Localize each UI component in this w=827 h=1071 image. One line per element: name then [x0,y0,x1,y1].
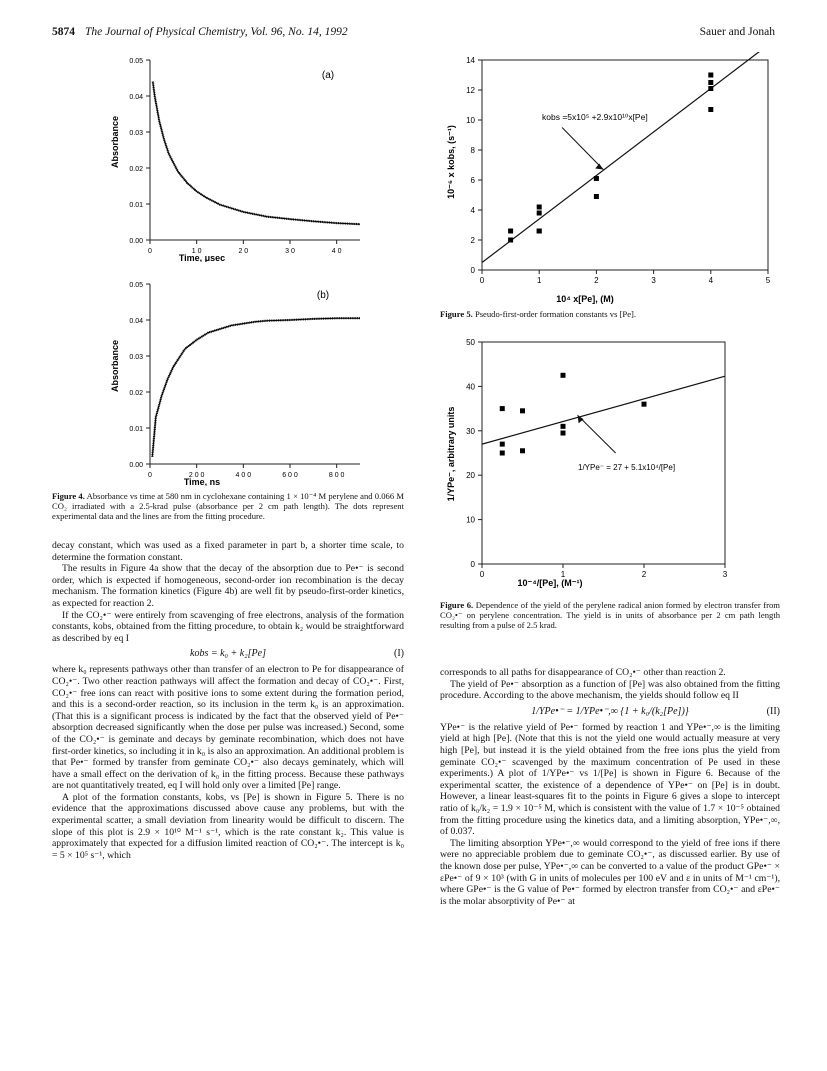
right-column-text [440,667,780,907]
figure-4b-chart [108,276,370,486]
paragraph: decay constant, which was used as a fixed parameter in part b, a shorter time scale, to determine the formation constant. [52,540,404,563]
x-axis-label: 10⁻⁴/[Pe], (M⁻¹) [517,578,583,588]
data-point [642,402,647,407]
data-point [708,107,713,112]
page-number: 5874 [52,26,75,38]
data-point [594,176,599,181]
fit-line [482,376,725,444]
figure-4-caption-text: Absorbance vs time at 580 nm in cyclohexane containing 1 × 10⁻⁴ M perylene and 0.066 M CO₂ irradiated with a 2.5-krad pulse (absorbance per 2 cm path length). The dots represent experimental data and the lines are from the fitting procedure. [52,491,404,522]
paragraph: A plot of the formation constants, kobs, vs [Pe] is shown in Figure 5. There is no evidence that the approximations discussed above cause any problems, but with the experimental scatter, a small deviation from linearity would be difficult to discern. The slope of this plot is 2.9 × 10¹⁰ M⁻¹ s⁻¹, which is the rate constant k₂. This value is approximately that expected for a diffusion limited reaction of CO₂•⁻. The intercept is k₀ = 5 × 10⁵ s⁻¹, which [52,791,404,861]
y-tick-label: 0.01 [129,202,143,209]
x-tick-label: 3 0 [285,248,295,255]
fit-line [152,318,360,457]
data-point [537,229,542,234]
figure-6-caption-text: Dependence of the yield of the perylene radical anion formed by electron transfer from CO₂•⁻ on perylene concentration. The yield is in units of absorbance per 2 cm path length resulting from a pulse of 2.5 krad. [440,600,780,631]
paragraph: If the CO₂•⁻ were entirely from scavenging of free electrons, analysis of the formation constants, kobs, obtained from the fitting procedure, to obtain k₂ would be straightforward as described by eq I [52,609,404,644]
figure-4-label: Figure 4. [52,491,85,501]
x-tick-label: 3 [651,276,656,285]
y-tick-label: 0 [470,266,475,275]
figure-5-caption-text: Pseudo-first-order formation constants vs [Pe]. [474,309,637,319]
data-point [500,406,505,411]
data-point [594,194,599,199]
x-tick-label: 0 [479,276,485,285]
data-trace [153,82,360,225]
x-tick-label: 6 0 0 [282,472,298,479]
y-axis-label: Absorbance [110,339,120,393]
y-tick-label: 2 [470,236,475,245]
figure-4a-chart [108,52,370,262]
y-tick-label: 0.01 [129,426,143,433]
y-tick-label: 12 [466,86,475,95]
data-point [708,86,713,91]
fit-equation-label: 1/YPe⁻ = 27 + 5.1x10⁴/[Pe] [578,463,676,472]
x-axis-label: 10⁴ x[Pe], (M) [556,294,614,304]
figure-5-label: Figure 5. [440,309,473,319]
data-point [520,408,525,413]
data-point [500,442,505,447]
paragraph: where k₀ represents pathways other than transfer of an electron to Pe for disappearance of CO₂•⁻. Two other reaction pathways will affect the formation and decay of CO₂•⁻. First, CO₂•⁻ free ions can react with positive ions to some extent during the formation period, and this is a second-order reaction, so its inclusion in the term k₀ is an approximation. (That this is a significant process is indicated by the fact that the observed yield of Pe•⁻ absorption decreased significantly when the dose per pulse was increased.) Second, some of the CO₂•⁻ is geminate and decays by geminate recombination, which does not have first-order kinetics, so including it in k₀ is also an approximation. An additional problem is that Pe•⁻ formed by transfer from geminate CO₂•⁻ also decays geminately, which will have a small effect on the derivation of k₀ in the fitting process. Because these pathways are not quantitatively treated, eq I will hold only over a limited [Pe] range. [52,664,404,792]
data-point [561,424,566,429]
y-tick-label: 0.02 [129,166,143,173]
equation-2-number: (II) [766,705,780,717]
figure-5-chart [440,52,780,306]
y-tick-label: 50 [466,338,475,347]
y-tick-label: 0.03 [129,130,143,137]
y-tick-label: 0.05 [129,282,143,289]
panel-label: (a) [321,70,335,81]
y-tick-label: 0.00 [129,238,143,245]
fit-line [482,52,768,263]
x-tick-label: 1 0 [191,248,202,255]
equation-1-text: kobs = k₀ + k₂[Pe] [190,648,266,660]
y-tick-label: 0.04 [129,94,143,101]
data-point [561,431,566,436]
y-tick-label: 10 [466,116,475,125]
data-point [537,205,542,210]
y-tick-label: 4 [470,206,475,215]
x-tick-label: 0 [479,570,485,579]
data-point [520,448,525,453]
x-tick-label: 5 [765,276,771,285]
data-point [508,229,513,234]
y-axis-label: 10⁻⁶ x kobs, (s⁻¹) [446,125,456,199]
journal-name: The Journal of Physical Chemistry, Vol. 96, No. 14, 1992 [85,26,348,38]
y-tick-label: 0.03 [129,354,143,361]
x-tick-label: 3 [722,570,728,579]
data-point [708,73,713,78]
figure-6-caption [440,600,780,631]
figure-4-caption [52,491,404,522]
y-tick-label: 0.04 [129,318,143,325]
plot-frame [482,342,725,564]
annotation-arrow [578,415,616,453]
y-tick-label: 8 [470,146,475,155]
x-tick-label: 4 [708,276,714,285]
plot-frame [482,60,768,270]
x-tick-label: 0 [148,248,152,255]
annotation-arrow [562,128,603,170]
x-tick-label: 8 0 0 [328,472,345,479]
data-point [708,80,713,85]
data-point [500,451,505,456]
panel-label: (b) [316,290,330,301]
x-axis-label: Time, ns [183,477,221,486]
figure-6-chart [440,334,740,594]
equation-1-number: (I) [394,648,404,660]
y-tick-label: 14 [466,56,475,65]
figure-6-label: Figure 6. [440,600,474,610]
x-tick-label: 4 0 [331,248,342,255]
running-header [52,26,775,42]
y-tick-label: 6 [470,176,475,185]
y-tick-label: 40 [466,382,475,392]
data-trace [152,318,360,457]
data-point [537,211,542,216]
x-tick-label: 2 0 0 [188,472,205,479]
data-point [561,373,566,378]
x-tick-label: 4 0 0 [235,472,252,479]
y-axis-label: 1/YPe⁻, arbitrary units [446,406,456,502]
x-tick-label: 0 [148,472,152,479]
figure-5-caption [440,309,780,319]
y-tick-label: 0 [470,560,475,569]
y-tick-label: 0.02 [129,390,143,397]
paragraph: The yield of Pe•⁻ absorption as a function of [Pe] was also obtained from the fitting procedure. According to the above mechanism, the yields should follow eq II [440,678,780,702]
author-names: Sauer and Jonah [699,26,775,38]
x-tick-label: 2 [641,570,647,579]
y-tick-label: 10 [466,515,475,525]
y-axis-label: Absorbance [110,115,120,169]
data-point [508,238,513,243]
y-tick-label: 20 [466,471,475,481]
left-column-text [52,540,404,861]
paragraph: YPe•⁻ is the relative yield of Pe•⁻ formed by reaction 1 and YPe•⁻,∞ is the limiting yield at high [Pe]. (Note that this is not the yield one would actually measure at very high [Pe], but instead it is the yield obtained from the free ions plus the yield from geminate CO₂•⁻ scavenged by the maximum concentration of Pe used in these experiments.) A plot of 1/YPe•⁻ vs 1/[Pe] is shown in Figure 6. Because of the experimental scatter, the existence of a dependence of YPe•⁻ on [Pe] is in doubt. However, a linear least-squares fit to the points in Figure 6 gives a slope to intercept ratio of k₀/k₂ = 1.9 × 10⁻⁵ M, which is consistent with the value of 1.7 × 10⁻⁵ obtained from the fitting procedure using the kinetics data, and a limiting absorption, YPe•⁻,∞, of 0.037. [440,721,780,838]
x-axis-label: Time, μsec [178,253,226,262]
equation-1 [52,644,404,664]
x-tick-label: 1 [560,570,566,579]
equation-2-text: 1/YPe•⁻ = 1/YPe•⁻,∞ {1 + k₀/(k₂[Pe])} [531,705,689,717]
y-tick-label: 0.05 [129,58,143,65]
x-tick-label: 2 0 [238,248,249,255]
equation-2 [440,702,780,722]
paragraph: The limiting absorption YPe•⁻,∞ would correspond to the yield of free ions if there were no appreciable problem due to geminate CO₂•⁻, as discussed earlier. By use of the known dose per pulse, YPe•⁻,∞ can be converted to a value of the product GPe•⁻ × εPe•⁻ of 9 × 10³ (with G in units of molecules per 100 eV and ε in units of M⁻¹ cm⁻¹), where GPe•⁻ is the G value of Pe•⁻ formed by electron transfer from CO₂•⁻ and εPe•⁻ is the molar absorptivity of Pe•⁻ at [440,837,780,907]
fit-line [153,82,360,225]
y-tick-label: 0.00 [129,462,143,469]
fit-equation-label: kobs =5x10⁵ +2.9x10¹⁰x[Pe] [542,112,648,122]
x-tick-label: 1 [536,276,542,285]
y-tick-label: 30 [466,426,475,436]
paragraph: The results in Figure 4a show that the decay of the absorption due to Pe•⁻ is second order, which is expected if homogeneous, second-order ion recombination is the decay mechanism. The formation kinetics (Figure 4b) are well fit by pseudo-first-order kinetics, as expected for reaction 2. [52,563,404,609]
paragraph: corresponds to all paths for disappearance of CO₂•⁻ other than reaction 2. [440,667,726,678]
arrow-head [595,164,603,170]
x-tick-label: 2 [594,276,599,285]
